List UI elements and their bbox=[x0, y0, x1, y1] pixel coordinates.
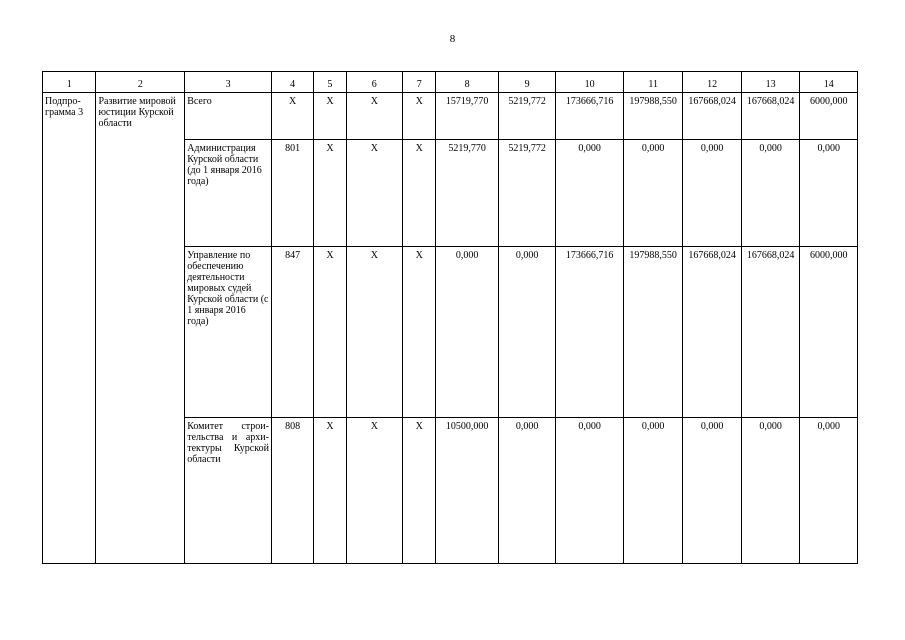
amount-cell: 167668,024 bbox=[683, 93, 742, 140]
header-cell: 1 bbox=[43, 72, 96, 93]
table-row bbox=[43, 93, 858, 140]
code-cell: Х bbox=[403, 93, 436, 140]
header-cell: 9 bbox=[498, 72, 555, 93]
amount-cell: 0,000 bbox=[498, 418, 555, 564]
code-cell: Х bbox=[346, 93, 402, 140]
code-cell: Х bbox=[314, 93, 346, 140]
amount-cell: 167668,024 bbox=[683, 247, 742, 418]
header-cell: 10 bbox=[556, 72, 624, 93]
code-cell: Х bbox=[314, 140, 346, 247]
code-cell: Х bbox=[314, 418, 346, 564]
executor-cell: Всего bbox=[185, 93, 272, 140]
subprogram-title: Развитие мировой юстиции Курской области bbox=[98, 96, 176, 129]
amount-cell: 0,000 bbox=[800, 140, 858, 247]
header-cell: 14 bbox=[800, 72, 858, 93]
subprogram-cell bbox=[43, 93, 96, 564]
header-cell: 5 bbox=[314, 72, 346, 93]
code-cell: Х bbox=[271, 93, 313, 140]
amount-cell: 0,000 bbox=[556, 418, 624, 564]
amount-cell: 0,000 bbox=[683, 418, 742, 564]
executor-cell: Управление по обеспечению деятельности мировых судей Курской области (с 1 января 2016 года) bbox=[185, 247, 272, 418]
header-cell: 8 bbox=[436, 72, 499, 93]
amount-cell: 0,000 bbox=[623, 418, 683, 564]
amount-cell: 0,000 bbox=[623, 140, 683, 247]
amount-cell: 5219,770 bbox=[436, 140, 499, 247]
code-cell: Х bbox=[403, 247, 436, 418]
executor-cell: Комитет строи-тельства и архи-тектуры Курской области bbox=[185, 418, 272, 564]
executor-cell: Администрация Курской области (до 1 января 2016 года) bbox=[185, 140, 272, 247]
header-cell: 6 bbox=[346, 72, 402, 93]
code-cell: 847 bbox=[271, 247, 313, 418]
subprogram-label: Подпро- грамма 3 bbox=[45, 96, 84, 118]
amount-cell: 10500,000 bbox=[436, 418, 499, 564]
amount-cell: 173666,716 bbox=[556, 247, 624, 418]
code-cell: 801 bbox=[271, 140, 313, 247]
amount-cell: 173666,716 bbox=[556, 93, 624, 140]
code-cell: 808 bbox=[271, 418, 313, 564]
code-cell: Х bbox=[314, 247, 346, 418]
header-cell: 2 bbox=[96, 72, 185, 93]
header-cell: 12 bbox=[683, 72, 742, 93]
header-cell: 13 bbox=[741, 72, 800, 93]
amount-cell: 0,000 bbox=[556, 140, 624, 247]
amount-cell: 6000,000 bbox=[800, 93, 858, 140]
table-header-row bbox=[43, 72, 858, 93]
header-cell: 7 bbox=[403, 72, 436, 93]
subprogram-title-cell bbox=[96, 93, 185, 564]
amount-cell: 167668,024 bbox=[741, 247, 800, 418]
amount-cell: 0,000 bbox=[436, 247, 499, 418]
code-cell: Х bbox=[346, 140, 402, 247]
budget-table bbox=[42, 71, 858, 564]
code-cell: Х bbox=[346, 418, 402, 564]
amount-cell: 197988,550 bbox=[623, 93, 683, 140]
header-cell: 3 bbox=[185, 72, 272, 93]
amount-cell: 0,000 bbox=[683, 140, 742, 247]
amount-cell: 6000,000 bbox=[800, 247, 858, 418]
header-cell: 11 bbox=[623, 72, 683, 93]
code-cell: Х bbox=[346, 247, 402, 418]
amount-cell: 167668,024 bbox=[741, 93, 800, 140]
page-number: 8 bbox=[449, 33, 456, 45]
amount-cell: 0,000 bbox=[741, 418, 800, 564]
amount-cell: 197988,550 bbox=[623, 247, 683, 418]
amount-cell: 15719,770 bbox=[436, 93, 499, 140]
amount-cell: 0,000 bbox=[741, 140, 800, 247]
code-cell: Х bbox=[403, 418, 436, 564]
code-cell: Х bbox=[403, 140, 436, 247]
amount-cell: 0,000 bbox=[800, 418, 858, 564]
header-cell: 4 bbox=[271, 72, 313, 93]
amount-cell: 0,000 bbox=[498, 247, 555, 418]
amount-cell: 5219,772 bbox=[498, 93, 555, 140]
amount-cell: 5219,772 bbox=[498, 140, 555, 247]
